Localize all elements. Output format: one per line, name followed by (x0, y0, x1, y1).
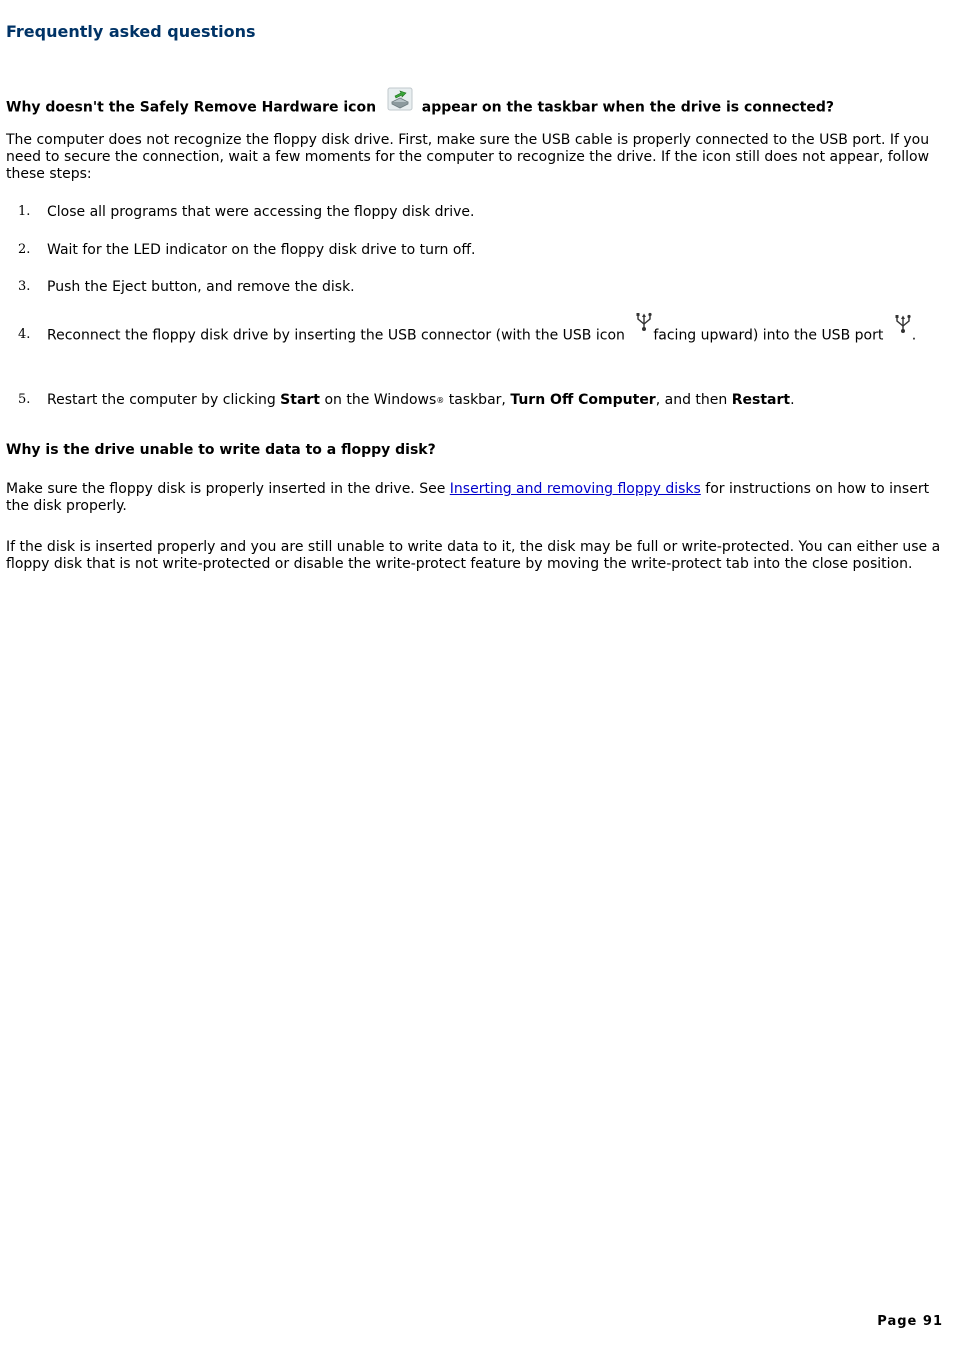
step-text-part: Restart the computer by clicking (47, 392, 281, 408)
faq1-question (6, 93, 834, 122)
answer-text: Make sure the floppy disk is properly inserted in the drive. See (6, 481, 450, 497)
faq1-answer: The computer does not recognize the floppy disk drive. First, make sure the USB cable is properly connected to the USB port. If you need to secure the connection, wait a few moments for the computer to recognize the drive. If the icon still does not appear, follow these steps: (6, 132, 930, 182)
registered-mark: ® (436, 396, 445, 405)
step-number: 1. (18, 204, 31, 219)
step-text-part: . (911, 327, 917, 344)
turn-off-computer-label: Turn Off Computer (510, 392, 656, 408)
faq2-answer-1 (6, 481, 942, 515)
restart-label: Restart (731, 392, 791, 408)
usb-icon (894, 314, 912, 345)
step-number: 3. (18, 279, 31, 294)
safely-remove-hardware-icon (387, 87, 413, 116)
usb-icon (635, 312, 653, 343)
step-text: Close all programs that were accessing the floppy disk drive. (47, 204, 475, 220)
step-text (47, 320, 927, 351)
faq2-question: Why is the drive unable to write data to a floppy disk? (6, 442, 436, 458)
step-text-part: facing upward) into the USB port (653, 327, 884, 344)
step-text-part: taskbar, (444, 392, 511, 408)
step-text (47, 391, 927, 410)
faq1-question-after: appear on the taskbar when the drive is connected? (421, 99, 834, 116)
step-text-part: Reconnect the floppy disk drive by inserting the USB connector (with the USB icon (47, 327, 625, 344)
page-number: Page 91 (877, 1314, 943, 1329)
list-item (6, 326, 942, 376)
step-text: Push the Eject button, and remove the disk. (47, 279, 355, 295)
faq1-question-before: Why doesn't the Safely Remove Hardware icon (6, 99, 377, 116)
faq2-answer-2: If the disk is inserted properly and you are still unable to write data to it, the disk may be full or write-protected. You can either use a floppy disk that is not write-protected or disable the write-protect feature by moving the write-protect tab into the close position. (6, 539, 941, 572)
start-label: Start (280, 392, 320, 408)
step-text-part: , and then (655, 392, 732, 408)
inserting-removing-floppy-link[interactable]: Inserting and removing floppy disks (449, 481, 701, 497)
step-text-part: on the Windows (320, 392, 437, 408)
step-number: 5. (18, 392, 31, 407)
step-number: 2. (18, 242, 31, 257)
page-title: Frequently asked questions (6, 22, 256, 41)
step-number: 4. (18, 327, 31, 342)
answer-text: for instructions on how to insert the disk properly. (6, 481, 930, 514)
step-text: Wait for the LED indicator on the floppy disk drive to turn off. (47, 242, 476, 258)
step-text-part: . (790, 392, 795, 408)
